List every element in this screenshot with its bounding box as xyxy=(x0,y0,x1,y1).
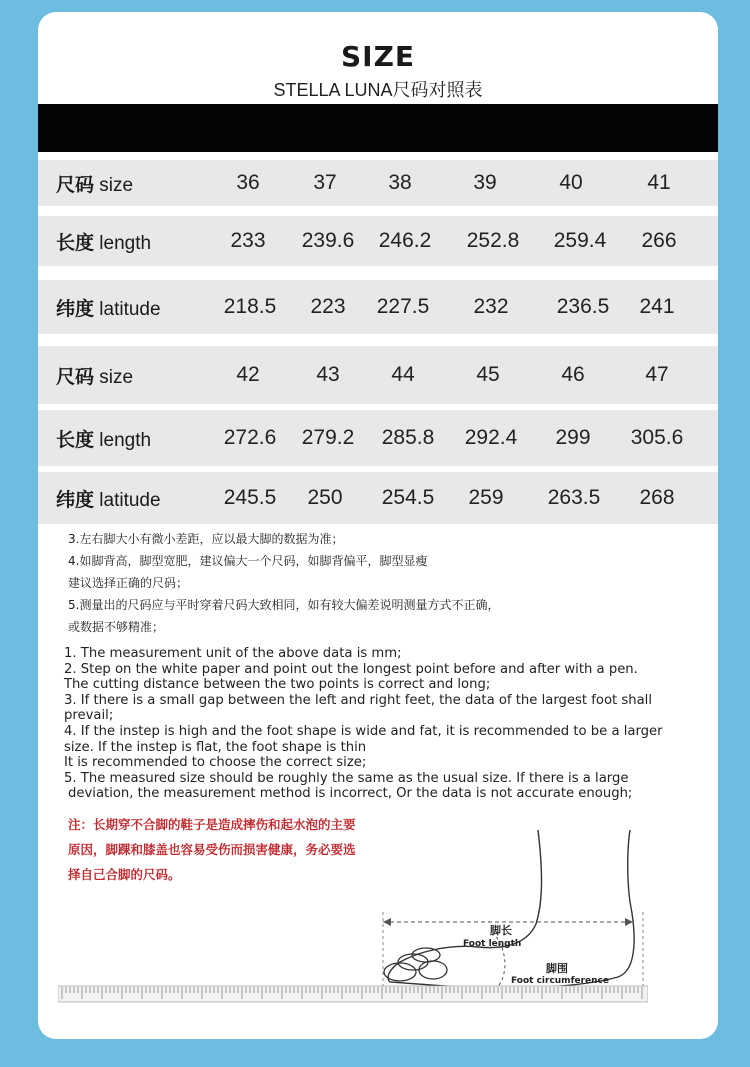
table-cell: 305.6 xyxy=(630,426,684,449)
row-label-en: size xyxy=(99,174,134,196)
table-cell: 245.5 xyxy=(223,486,277,509)
table-row xyxy=(38,160,718,206)
table-cell: 254.5 xyxy=(381,486,435,509)
note-line: 3.左右脚大小有微小差距，应以最大脚的数据为准； xyxy=(68,532,344,546)
table-cell: 233 xyxy=(230,229,266,252)
note-line: 建议选择正确的尺码； xyxy=(68,576,189,590)
table-cell: 236.5 xyxy=(556,295,610,318)
foot-circ-label-en: Foot circumference xyxy=(511,976,609,986)
table-cell: 246.2 xyxy=(378,229,432,252)
arrow-head-icon xyxy=(625,918,633,926)
row-label-en: latitude xyxy=(99,489,161,511)
warning-line: 注：长期穿不合脚的鞋子是造成摔伤和起水泡的主要 xyxy=(68,817,356,832)
notes-english xyxy=(64,646,714,802)
row-label-en: latitude xyxy=(99,298,161,320)
note-line: 4. If the instep is high and the foot shape is wide and fat, it is recommended to be a larger xyxy=(64,723,663,739)
table-row xyxy=(38,410,718,466)
warning-line: 择自己合脚的尺码。 xyxy=(68,867,181,882)
arrow-head-icon xyxy=(383,918,391,926)
table-cell: 42 xyxy=(236,363,260,386)
table-cell: 268 xyxy=(639,486,675,509)
note-line: 2. Step on the white paper and point out the longest point before and after with a pen. xyxy=(64,661,638,677)
table-row xyxy=(38,216,718,266)
row-label-cn: 长度 xyxy=(56,429,95,451)
row-label-en: length xyxy=(99,232,152,254)
page-subtitle: STELLA LUNA尺码对照表 xyxy=(273,80,483,100)
table-cell: 39 xyxy=(473,171,497,194)
foot-length-label-en: Foot length xyxy=(463,939,522,949)
row-label-en: length xyxy=(99,429,152,451)
table-cell: 250 xyxy=(307,486,343,509)
foot-length-label-cn: 脚长 xyxy=(490,924,512,937)
toe-icon xyxy=(419,961,447,979)
table-cell: 259.4 xyxy=(553,229,607,252)
table-cell: 272.6 xyxy=(223,426,277,449)
row-label-cn: 纬度 xyxy=(56,298,95,320)
table-cell: 41 xyxy=(647,171,671,194)
table-cell: 43 xyxy=(316,363,340,386)
table-cell: 47 xyxy=(645,363,669,386)
note-line: The cutting distance between the two points is correct and long; xyxy=(64,677,491,693)
table-cell: 259 xyxy=(468,486,504,509)
table-cell: 46 xyxy=(561,363,585,386)
note-line: 1. The measurement unit of the above data is mm; xyxy=(64,646,402,661)
table-cell: 285.8 xyxy=(381,426,435,449)
note-line: prevail; xyxy=(64,708,114,724)
note-line: 4.如脚背高，脚型宽肥，建议偏大一个尺码，如脚背偏平，脚型显瘦 xyxy=(68,554,428,568)
table-cell: 279.2 xyxy=(301,426,355,449)
table-row xyxy=(38,346,718,404)
table-cell: 37 xyxy=(313,171,337,194)
table-cell: 227.5 xyxy=(376,295,430,318)
table-cell: 266 xyxy=(641,229,677,252)
table-cell: 44 xyxy=(391,363,415,386)
warning-line: 原因，脚踝和膝盖也容易受伤而损害健康，务必要选 xyxy=(68,842,356,857)
table-cell: 252.8 xyxy=(466,229,520,252)
notes-chinese xyxy=(68,528,688,638)
row-label-cn: 纬度 xyxy=(56,489,95,511)
ruler xyxy=(58,982,648,1006)
foot-circ-label-cn: 脚围 xyxy=(546,962,568,975)
row-label-cn: 长度 xyxy=(56,232,95,254)
table-cell: 241 xyxy=(639,295,675,318)
table-cell: 239.6 xyxy=(301,229,355,252)
note-line: 或数据不够精准； xyxy=(68,620,165,634)
note-line: 3. If there is a small gap between the left and right feet, the data of the largest foot shall xyxy=(64,692,653,708)
size-chart-card xyxy=(38,12,718,1039)
table-cell: 36 xyxy=(236,171,260,194)
table-cell: 38 xyxy=(388,171,412,194)
table-cell: 263.5 xyxy=(547,486,601,509)
table-cell: 223 xyxy=(310,295,346,318)
table-cell: 40 xyxy=(559,171,583,194)
table-cell: 218.5 xyxy=(223,295,277,318)
table-cell: 299 xyxy=(555,426,591,449)
table-cell: 292.4 xyxy=(464,426,518,449)
note-line: 5. The measured size should be roughly the same as the usual size. If there is a large xyxy=(64,770,629,786)
page-title: SIZE xyxy=(340,40,415,73)
table-cell: 45 xyxy=(476,363,500,386)
note-line: deviation, the measurement method is incorrect, Or the data is not accurate enough; xyxy=(68,786,633,802)
note-line: size. If the instep is flat, the foot shape is thin xyxy=(64,739,367,755)
table-row xyxy=(38,280,718,334)
table-row xyxy=(38,472,718,524)
header-bar xyxy=(38,104,718,152)
row-label-en: size xyxy=(99,366,134,388)
foot-outline xyxy=(388,830,634,988)
note-line: It is recommended to choose the correct size; xyxy=(64,755,367,771)
note-line: 5.测量出的尺码应与平时穿着尺码大致相同，如有较大偏差说明测量方式不正确， xyxy=(68,598,500,612)
row-label-cn: 尺码 xyxy=(56,174,95,196)
row-label-cn: 尺码 xyxy=(56,366,95,388)
table-cell: 232 xyxy=(473,295,509,318)
